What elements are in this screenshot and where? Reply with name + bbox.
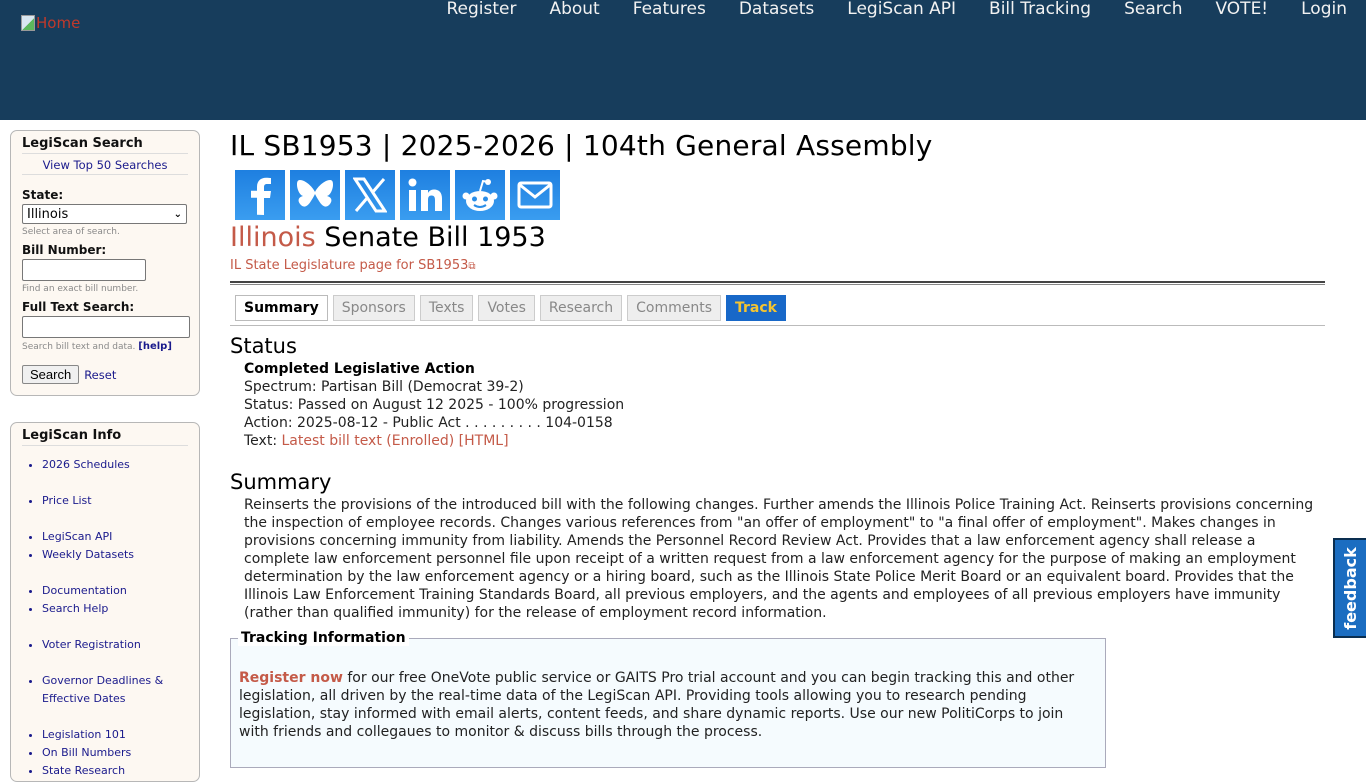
- completed-action-label: Completed Legislative Action: [244, 361, 475, 377]
- info-link-documentation[interactable]: Documentation: [42, 584, 127, 597]
- list-item: [42, 636, 188, 654]
- action-line: Action: 2025-08-12 - Public Act . . . . . . . . . 104-0158: [244, 415, 613, 431]
- tracking-info-box: [230, 630, 1106, 768]
- tab-votes[interactable]: Votes: [478, 295, 534, 321]
- nav-login[interactable]: Login: [1301, 0, 1347, 19]
- tab-track[interactable]: Track: [726, 295, 786, 321]
- register-now-link[interactable]: Register now: [239, 670, 343, 686]
- bill-state-link[interactable]: Illinois: [230, 222, 316, 253]
- search-actions: [22, 365, 188, 384]
- info-link-legislation-101[interactable]: Legislation 101: [42, 728, 126, 741]
- bill-name-heading: [230, 222, 1326, 254]
- tab-sponsors[interactable]: Sponsors: [333, 295, 415, 321]
- linkedin-icon: [406, 177, 444, 213]
- status-line: Status: Passed on August 12 2025 - 100% progression: [244, 397, 625, 413]
- list-item: [42, 600, 188, 618]
- tab-summary[interactable]: Summary: [235, 295, 328, 321]
- reddit-icon: [461, 177, 499, 213]
- home-logo-link[interactable]: [21, 14, 80, 32]
- legiscan-info-panel: [10, 422, 200, 782]
- nav-register[interactable]: Register: [446, 0, 517, 19]
- info-link-state-research[interactable]: State Research: [42, 764, 126, 777]
- site-header: [0, 0, 1366, 120]
- feedback-label: feedback: [1341, 546, 1360, 630]
- info-link-legiscan-api[interactable]: LegiScan API: [42, 530, 113, 543]
- x-icon: [353, 177, 387, 213]
- main-content: [230, 128, 1326, 768]
- summary-text: Reinserts the provisions of the introduced bill with the following changes. Further amends the Illinois Police Training Act. Reinserts provisions concerning the inspection of employee records. Changes various references from "an offer of employment" to "a final offer of employment". Makes changes in provisions concerning immunity from liability. Amends the Personnel Record Review Act. Provides that a law enforcement agency shall release a complete law enforcement personnel file upon receipt of a written request from a law enforcement agency for the purpose of making an employment determination by the law enforcement agency or a hiring board, such as the Illinois State Police Merit Board or an equivalent board. Provides that the Illinois Law Enforcement Training Standards Board, all previous employers, and the agents and employees of all previous employers have immunity (rather than qualified immunity) for the release of employment record information.: [244, 497, 1314, 621]
- divider: [230, 281, 1325, 285]
- bill-tabs: [230, 295, 1325, 326]
- state-select[interactable]: [22, 204, 187, 224]
- share-bluesky-button[interactable]: [290, 170, 340, 220]
- nav-search[interactable]: Search: [1124, 0, 1183, 19]
- info-link-2026-schedules[interactable]: 2026 Schedules: [42, 458, 130, 471]
- bill-number-label: Bill Number:: [22, 243, 107, 257]
- full-text-hint-text: Search bill text and data.: [22, 342, 136, 352]
- list-item: [42, 456, 188, 474]
- tab-research[interactable]: Research: [540, 295, 622, 321]
- info-link-price-list[interactable]: Price List: [42, 494, 92, 507]
- status-heading: Status: [230, 334, 297, 358]
- share-buttons: [235, 170, 1326, 220]
- list-item: [42, 762, 188, 780]
- help-link[interactable]: [help]: [138, 341, 172, 352]
- bill-number-input[interactable]: [22, 259, 146, 281]
- nav-about[interactable]: About: [549, 0, 600, 19]
- list-item: [42, 726, 188, 744]
- text-label: Text:: [244, 433, 282, 449]
- nav-datasets[interactable]: Datasets: [738, 0, 815, 19]
- tab-comments[interactable]: Comments: [627, 295, 721, 321]
- status-details: [244, 360, 1326, 450]
- broken-image-icon: [21, 15, 35, 31]
- info-link-governor-deadlines[interactable]: Governor Deadlines & Effective Dates: [42, 674, 164, 705]
- info-link-weekly-datasets[interactable]: Weekly Datasets: [42, 548, 135, 561]
- state-legislature-link-text: IL State Legislature page for SB1953: [230, 258, 469, 273]
- chevron-down-icon: ⌄: [173, 208, 182, 220]
- nav-bill-tracking[interactable]: Bill Tracking: [989, 0, 1092, 19]
- full-text-label: Full Text Search:: [22, 300, 135, 314]
- bluesky-icon: [296, 178, 334, 212]
- search-panel-title: LegiScan Search: [22, 136, 188, 154]
- home-logo-alt: Home: [36, 14, 81, 32]
- tracking-info-legend: Tracking Information: [238, 630, 409, 646]
- reset-link[interactable]: Reset: [84, 367, 117, 382]
- nav-vote[interactable]: VOTE!: [1215, 0, 1269, 19]
- state-hint: Select area of search.: [22, 227, 120, 237]
- share-reddit-button[interactable]: [455, 170, 505, 220]
- email-icon: [516, 180, 554, 210]
- facebook-icon: [245, 175, 275, 215]
- share-facebook-button[interactable]: [235, 170, 285, 220]
- full-text-search-input[interactable]: [22, 316, 190, 338]
- list-item: [42, 672, 188, 708]
- info-link-on-bill-numbers[interactable]: On Bill Numbers: [42, 746, 132, 759]
- info-links: [22, 456, 188, 780]
- tracking-info-text: [239, 669, 1097, 741]
- tab-texts[interactable]: Texts: [420, 295, 474, 321]
- list-item: [42, 546, 188, 564]
- nav-legiscan-api[interactable]: LegiScan API: [847, 0, 957, 19]
- list-item: [42, 744, 188, 762]
- state-legislature-link[interactable]: [230, 258, 476, 273]
- state-select-value: Illinois: [27, 206, 69, 222]
- info-panel-title: LegiScan Info: [22, 428, 188, 446]
- legiscan-search-panel: [10, 130, 200, 396]
- list-item: [42, 492, 188, 510]
- search-button[interactable]: Search: [22, 365, 79, 384]
- info-link-search-help[interactable]: Search Help: [42, 602, 109, 615]
- share-x-button[interactable]: [345, 170, 395, 220]
- summary-heading: Summary: [230, 470, 332, 494]
- top-nav: [446, 0, 1358, 20]
- tracking-description: for our free OneVote public service or GAITS Pro trial account and you can begin tracking this and other legislation, all driven by the real-time data of the LegiScan API. Providing tools allowing you to research pending legislation, stay informed with email alerts, content feeds, and share dynamic reports. Use our new PolitiCorps to join with friends and collegaues to monitor & discuss bills through the process.: [239, 670, 1075, 740]
- top-50-searches-link[interactable]: View Top 50 Searches: [22, 154, 188, 175]
- state-label: State:: [22, 188, 64, 202]
- share-email-button[interactable]: [510, 170, 560, 220]
- info-link-voter-registration[interactable]: Voter Registration: [42, 638, 141, 651]
- bill-number-hint: Find an exact bill number.: [22, 284, 139, 294]
- feedback-tab[interactable]: [1333, 538, 1366, 638]
- share-linkedin-button[interactable]: [400, 170, 450, 220]
- list-item: [42, 528, 188, 546]
- full-text-hint: [22, 341, 188, 352]
- latest-bill-text-link[interactable]: Latest bill text (Enrolled) [HTML]: [281, 433, 509, 449]
- page-title: IL SB1953 | 2025-2026 | 104th General Assembly: [230, 129, 933, 162]
- spectrum-line: Spectrum: Partisan Bill (Democrat 39-2): [244, 379, 524, 395]
- text-line: [244, 432, 1326, 450]
- list-item: [42, 582, 188, 600]
- external-link-icon: ⧉: [468, 261, 476, 272]
- bill-name: Senate Bill 1953: [324, 222, 546, 253]
- nav-features[interactable]: Features: [632, 0, 706, 19]
